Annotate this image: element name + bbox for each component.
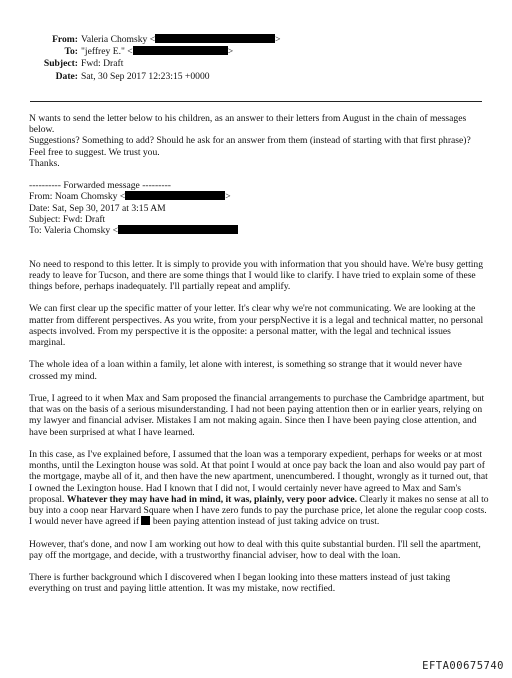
paragraph-2: We can first clear up the specific matter of your letter. It's clear why we're not communicating. We are looking at the matter from different perspectives. As you write, from your perspNective it is a legal and technical matter, no personal aspects involved. From my perspective it is the opposite: a personal matter, with the legal and technical issues marginal. <box>29 303 484 348</box>
subject-row <box>0 58 512 70</box>
paragraph-3: The whole idea of a loan within a family, let alone with interest, is something so strange that it would never have crossed my mind. <box>29 359 462 382</box>
paragraph-5-part-a: In this case, as I've explained before, I assumed that the loan was a temporary expedient, perhaps for weeks or at most months, until the Lexington house was sold. At that point I would at once pay back the loan and also would pay part of the mortgage, maybe all of it, and then have the new apartment, unencumbered. I thought, wrongly as it turned out, that I owned the Lexington house. Had I known that I did not, I would certainly never have agreed to Max and Sam's proposal. <box>29 448 488 505</box>
from-name: Valeria Chomsky < <box>81 34 156 45</box>
forwarded-from <box>29 191 489 202</box>
forwarded-date: Date: Sat, Sep 30, 2017 at 3:15 AM <box>29 202 166 214</box>
to-name: "jeffrey E." < <box>81 46 133 58</box>
intro-line-3: Thanks. <box>29 157 60 169</box>
from-label: From: <box>52 34 78 45</box>
subject-label: Subject: <box>43 58 78 70</box>
date-row <box>0 71 512 83</box>
forwarded-to <box>29 225 489 236</box>
redaction-box <box>118 225 238 234</box>
email-header <box>0 34 512 83</box>
subject-value: Fwd: Draft <box>81 58 124 70</box>
paragraph-5-bold: Whatever they may have had in mind, it was, plainly, very poor advice. <box>66 493 357 505</box>
from-value <box>81 34 281 46</box>
paragraph-1: No need to respond to this letter. It is simply to provide you with information that you should have. We're busy getting ready to leave for Tucson, and there are some things that I would like to clarify. I have tried to explain some of these things before, perhaps inadequately. I'll partially repeat and amplify. <box>29 258 484 292</box>
forwarded-to-text: To: Valeria Chomsky < <box>29 225 119 237</box>
bracket-close: > <box>275 34 281 45</box>
bracket-close: > <box>227 46 234 58</box>
paragraph-5-part-d: been paying attention instead of just taking advice on trust. <box>150 516 380 528</box>
to-row <box>0 46 512 58</box>
email-body <box>29 113 489 595</box>
to-label: To: <box>64 46 78 58</box>
forwarded-from-text: From: Noam Chomsky < <box>29 191 126 203</box>
redaction-box <box>125 191 225 200</box>
redaction-box <box>133 46 228 55</box>
paragraph-5 <box>29 449 489 527</box>
redaction-box <box>155 34 275 43</box>
paragraph-7: There is further background which I discovered when I began looking into these matters instead of just taking everything on trust and paying little attention. It was my mistake, now rectified. <box>29 572 451 595</box>
date-value: Sat, 30 Sep 2017 12:23:15 +0000 <box>81 70 210 82</box>
intro-line-1: N wants to send the letter below to his children, as an answer to their letters from August in the chain of messages below. <box>29 113 467 136</box>
paragraph-6: However, that's done, and now I am working out how to deal with this quite substantial burden. I'll sell the apartment, pay off the mortgage, and decide, with a trustworthy financial adviser, how to deal with the loan. <box>29 538 481 561</box>
from-row <box>0 34 512 46</box>
to-value <box>81 46 233 58</box>
forwarded-title: ---------- Forwarded message --------- <box>29 180 171 192</box>
bracket-close: > <box>225 191 231 203</box>
header-divider <box>30 101 482 102</box>
date-label: Date: <box>55 70 78 82</box>
paragraph-5-part-c: Clearly it makes no sense at all to buy into a coop near Harvard Square when I have zero funds to pay the purchase price, let alone the regular coop costs. I would never have agreed if <box>29 493 489 528</box>
document-id: EFTA00675740 <box>422 660 504 672</box>
paragraph-4: True, I agreed to it when Max and Sam proposed the financial arrangements to purchase the Cambridge apartment, but that was on the basis of a serious misunderstanding. I had not been paying attention then or in earlier years, relying on my lawyer and financial adviser. Mistakes I am not making again. Since then I have been paying close attention, and have been surprised at what I have learned. <box>29 392 485 438</box>
forwarded-subject: Subject: Fwd: Draft <box>29 213 106 225</box>
intro-line-2: Suggestions? Something to add? Should he ask for an answer from them (instead of starting with that first phrase)? Feel free to suggest. We trust you. <box>29 135 471 158</box>
